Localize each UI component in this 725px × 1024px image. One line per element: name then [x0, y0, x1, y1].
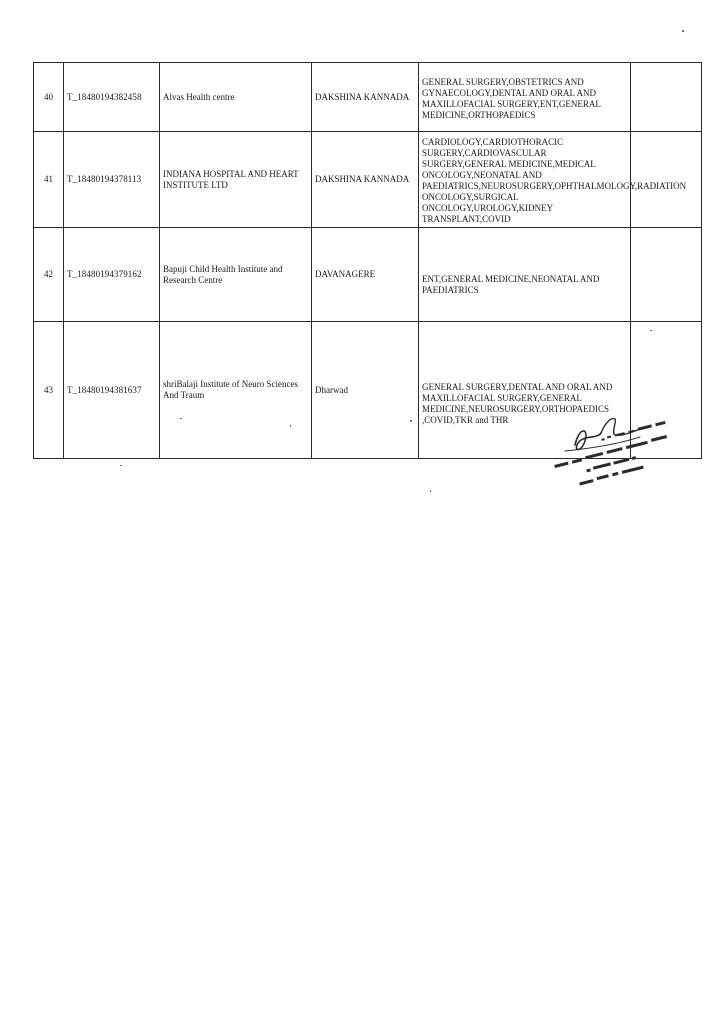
district: Dharwad	[312, 322, 419, 459]
document-sheet	[33, 62, 701, 459]
row-number: 42	[34, 228, 64, 322]
specialities: CARDIOLOGY,CARDIOTHORACIC SURGERY,CARDIOVASCULAR SURGERY,GENERAL MEDICINE,MEDICAL ONCOLOGY,NEONATAL AND PAEDIATRICS,NEUROSURGERY,OPHTHALMOLOGY,RADIATION ONCOLOGY,SURGICAL ONCOLOGY,UROLOGY,KIDNEY TRANSPLANT,COVID	[419, 132, 631, 228]
remarks	[631, 132, 702, 228]
table-row	[34, 132, 702, 228]
remarks	[631, 228, 702, 322]
remarks	[631, 63, 702, 132]
hospital-table	[33, 62, 702, 459]
district: DAVANAGERE	[312, 228, 419, 322]
hospital-id: T_18480194381637	[64, 322, 160, 459]
row-number: 43	[34, 322, 64, 459]
hospital-id: T_18480194382458	[64, 63, 160, 132]
row-number: 41	[34, 132, 64, 228]
scan-speck	[682, 30, 684, 32]
row-number: 40	[34, 63, 64, 132]
hospital-name: Alvas Health centre	[160, 63, 312, 132]
hospital-id: T_18480194378113	[64, 132, 160, 228]
scan-speck	[120, 465, 122, 466]
hospital-name: Bapuji Child Health Institute and Research Centre	[160, 228, 312, 322]
scan-speck	[180, 418, 182, 419]
specialities: ENT,GENERAL MEDICINE,NEONATAL AND PAEDIATRICS	[419, 228, 631, 322]
district: DAKSHINA KANNADA	[312, 132, 419, 228]
hospital-id: T_18480194379162	[64, 228, 160, 322]
specialities: GENERAL SURGERY,OBSTETRICS AND GYNAECOLOGY,DENTAL AND ORAL AND MAXILLOFACIAL SURGERY,ENT,GENERAL MEDICINE,ORTHOPAEDICS	[419, 63, 631, 132]
table-row	[34, 63, 702, 132]
district: DAKSHINA KANNADA	[312, 63, 419, 132]
hospital-name: shriBalaji Institute of Neuro Sciences And Traum	[160, 322, 312, 459]
scan-speck	[410, 420, 412, 422]
scan-speck	[650, 330, 652, 331]
signature-stamp-icon	[545, 405, 695, 495]
hospital-name: INDIANA HOSPITAL AND HEART INSTITUTE LTD	[160, 132, 312, 228]
specialities: GENERAL SURGERY,DENTAL AND ORAL AND MAXILLOFACIAL SURGERY,GENERAL MEDICINE,NEUROSURGERY,ORTHOPAEDICS ,COVID,TKR and THR	[419, 322, 631, 459]
scan-speck	[290, 425, 291, 427]
scan-speck	[430, 490, 431, 492]
table-row	[34, 228, 702, 322]
